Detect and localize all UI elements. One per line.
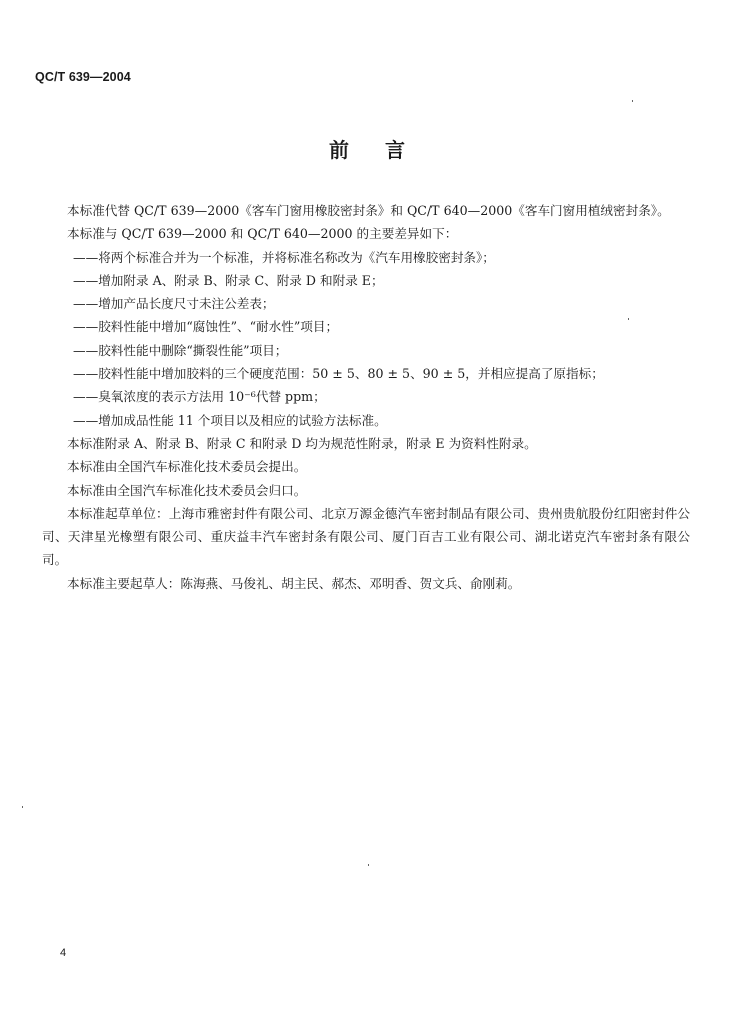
scan-speck [632, 100, 633, 102]
preface-body [42, 199, 690, 595]
change-list-item: ——将两个标准合并为一个标准，并将标准名称改为《汽车用橡胶密封条》； [73, 249, 495, 265]
paragraph: 本标准由全国汽车标准化技术委员会归口。 [67, 482, 307, 498]
scan-speck [22, 806, 23, 808]
change-list-item: ——胶料性能中删除“撕裂性能”项目； [73, 342, 288, 358]
paragraph: 本标准主要起草人：陈海燕、马俊礼、胡主民、郝杰、邓明香、贺文兵、俞刚莉。 [67, 575, 521, 591]
scan-speck [628, 318, 629, 320]
scan-speck [368, 864, 369, 866]
page-title: 前言 [329, 138, 441, 162]
change-list-item: ——胶料性能中增加“腐蚀性”、“耐水性”项目； [73, 319, 339, 335]
paragraph: 本标准与 QC/T 639—2000 和 QC/T 640—2000 的主要差异如下： [67, 226, 458, 242]
change-list-item: ——臭氧浓度的表示方法用 10⁻⁶代替 ppm； [73, 389, 326, 405]
change-list-item: ——增加附录 A、附录 B、附录 C、附录 D 和附录 E； [73, 272, 384, 288]
paragraph: 本标准代替 QC/T 639—2000《客车门窗用橡胶密封条》和 QC/T 640—2000《客车门窗用植绒密封条》。 [67, 203, 670, 218]
change-list-item: ——胶料性能中增加胶料的三个硬度范围：50 ± 5、80 ± 5、90 ± 5，并相应提高了原指标； [73, 366, 604, 382]
page-number: 4 [60, 947, 67, 959]
paragraph: 本标准起草单位：上海市雅密封件有限公司、北京万源金德汽车密封制品有限公司、贵州贵航股份红阳密封件公司、天津星光橡塑有限公司、重庆益丰汽车密封条有限公司、厦门百吉工业有限公司、湖北诺克汽车密封条有限公司。 [42, 505, 690, 568]
change-list-item: ——增加产品长度尺寸未注公差表； [73, 296, 275, 312]
change-list-item: ——增加成品性能 11 个项目以及相应的试验方法标准。 [73, 412, 387, 428]
standard-code: QC/T 639—2004 [35, 70, 131, 84]
paragraph: 本标准附录 A、附录 B、附录 C 和附录 D 均为规范性附录，附录 E 为资料性附录。 [67, 435, 537, 451]
paragraph: 本标准由全国汽车标准化技术委员会提出。 [67, 459, 307, 475]
